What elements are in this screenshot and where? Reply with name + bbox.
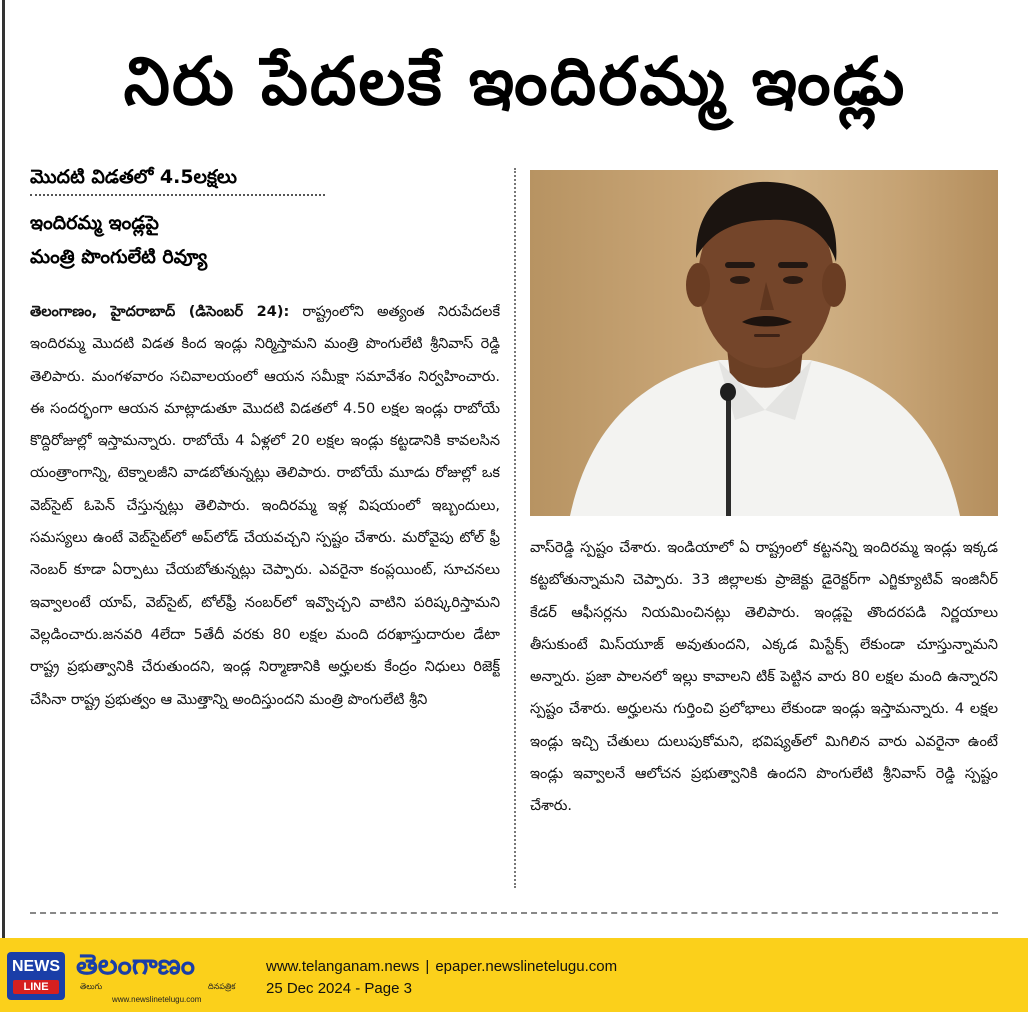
article-body-left: రాష్ట్రంలోని అత్యంత నిరుపేదలకే ఇందిరమ్మ మొదటి విడత కింద ఇండ్లు నిర్మిస్తామని మంత్రి పొంగులేటి శ్రీనివాస్ రెడ్డి తెలిపారు. మంగళవారం సచివాలయంలో ఆయన సమీక్షా సమావేశం నిర్వహించారు. ఈ సందర్భంగా ఆయన మాట్లాడుతూ మొదటి విడతలో 4.50 లక్షల ఇండ్లు రాబోయే కొద్దిరోజుల్లో ఇస్తామన్నారు. రాబోయే 4 ఏళ్లలో 20 లక్షల ఇండ్లు కట్టడానికి కావలసిన యంత్రాంగాన్ని, టెక్నాలజీని వాడబోతున్నట్లు తెలిపారు. రాబోయే మూడు రోజుల్లో ఒక వెబ్‌సైట్ ఓపెన్ చేస్తున్నట్లు తెలిపారు. ఇందిరమ్మ ఇళ్ల విషయంలో ఇబ్బందులు, సమస్యలు ఉంటే వెబ్‌సైట్‌లో అప్‌లోడ్ చేయవచ్చని స్పష్టం చేశారు. మరోవైపు టోల్ ఫ్రీ నెంబర్ కూడా ఏర్పాటు చేయబోతున్నట్లు చెప్పారు. ఎవరైనా కంప్లయింట్, సూచనలు ఇవ్వాలంటే యాప్, వెబ్‌సైట్, టోల్‌ఫ్రీ నంబర్‌లో ఇవ్వొచ్చని వాటిని పరిష్కరిస్తామని వెల్లడించారు.జనవరి 4లేదా 5తేదీ వరకు 80 లక్షల మంది దరఖాస్తుదారుల డేటా రాష్ట్ర ప్రభుత్వానికి చేరుతుందని, ఇండ్ల నిర్మాణానికి అర్హులకు కేంద్రం నిధులు రిజెక్ట్ చేసినా రాష్ట్ర ప్రభుత్వం ఆ మొత్తాన్ని అందిస్తుందని మంత్రి పొంగులేటి శ్రీని xyxy=(30,304,500,708)
article-dateline: తెలంగాణం, హైదరాబాద్ (డిసెంబర్ 24): xyxy=(30,304,290,320)
subhead-2: ఇందిరమ్మ ఇండ్లపై xyxy=(30,212,159,234)
article-column-right: వాస్‌రెడ్డి స్పష్టం చేశారు. ఇండియాలో ఏ రాష్ట్రంలో కట్టనన్ని ఇందిరమ్మ ఇండ్లు ఇక్కడ కట్టబోతున్నామని చెప్పారు. 33 జిల్లాలకు ప్రాజెక్టు డైరెక్టర్‌గా ఎగ్జిక్యూటివ్ ఇంజినీర్ కేడర్ ఆఫీసర్లను నియమించినట్లు తెలిపారు. ఇండ్లపై తొందరపడి నిర్ణయాలు తీసుకుంటే మిస్‌యూజ్ అవుతుందని, ఎక్కడ మిస్టేక్స్ లేకుండా చూస్తున్నామని అన్నారు. ప్రజా పాలనలో ఇల్లు కావాలని టిక్ పెట్టిన వారు 80 లక్షల మంది ఉన్నారని స్పష్టం చేశారు. అర్హులను గుర్తించి ప్రలోభాలు లేకుండా ఇండ్లు ఇస్తామన్నారు. 4 లక్షల ఇండ్లు ఇచ్చి చేతులు దులుపుకోమని, భవిష్యత్‌లో మిగిలిన వారు ఎవరైనా ఉంటే ఇండ్లు ఇవ్వాలనే ఆలోచన ప్రభుత్వానికి ఉందని పొంగులేటి శ్రీనివాస్ రెడ్డి స్పష్టం చేశారు. xyxy=(530,540,998,815)
brand-tag-left: తెలుగు xyxy=(80,982,103,991)
article-column-left xyxy=(30,296,500,888)
bottom-divider xyxy=(30,912,998,914)
logo-news-text: NEWS xyxy=(12,958,60,975)
footer-links xyxy=(266,958,617,975)
column-divider xyxy=(514,168,516,888)
brand-tag-right: దినపత్రిక xyxy=(208,982,236,991)
subhead-1: మొదటి విడతలో 4.5లక్షలు xyxy=(30,160,325,196)
page-left-rule xyxy=(2,0,5,938)
brand-url[interactable]: www.newslinetelugu.com xyxy=(112,995,202,1004)
headline: నిరు పేదలకే ఇందిరమ్మ ఇండ్లు xyxy=(123,43,907,120)
site-link[interactable]: www.telanganam.news xyxy=(266,958,420,975)
brand-name: తెలంగాణం xyxy=(76,948,195,981)
date-page: 25 Dec 2024 - Page 3 xyxy=(266,980,412,997)
logo-line-text: LINE xyxy=(13,980,59,994)
footer-bar xyxy=(0,938,1028,1012)
link-separator: | xyxy=(425,958,430,975)
newsline-logo[interactable] xyxy=(7,952,65,1000)
epaper-link[interactable]: epaper.newslinetelugu.com xyxy=(435,958,618,975)
minister-photo xyxy=(530,170,998,516)
subhead-3: మంత్రి పొంగులేటి రివ్యూ xyxy=(30,246,208,268)
